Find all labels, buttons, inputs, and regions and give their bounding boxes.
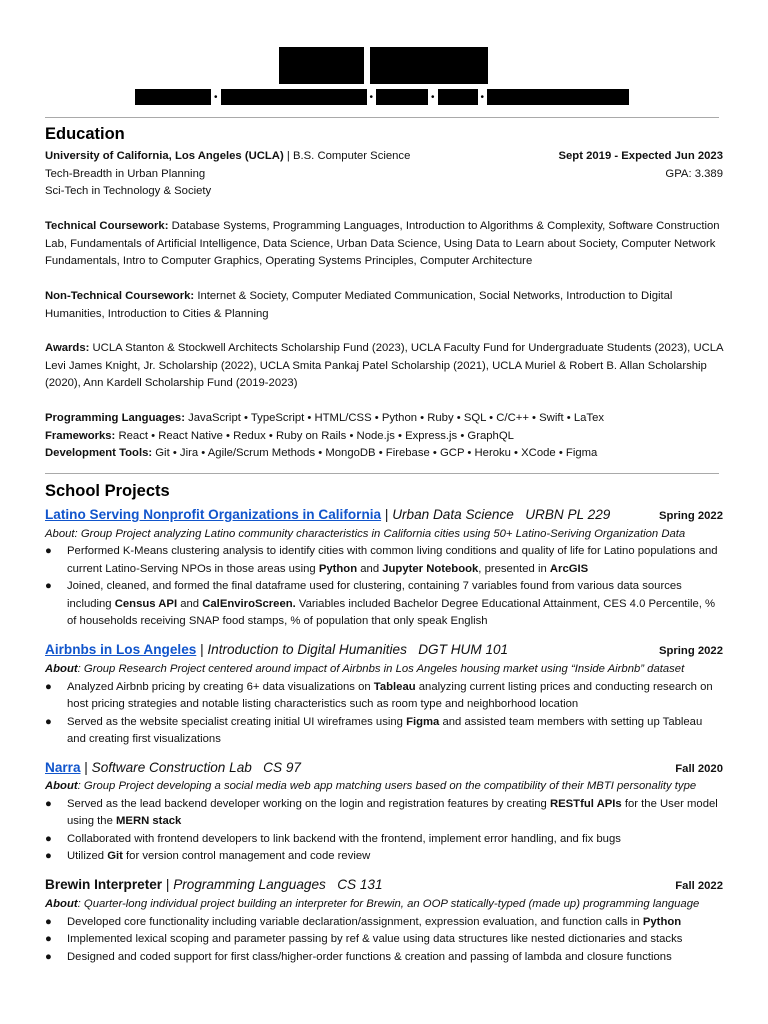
project-link[interactable]: Latino Serving Nonprofit Organizations in California — [45, 507, 382, 522]
project-bullets — [45, 543, 723, 631]
project-course-code: DGT HUM 101 — [418, 642, 509, 657]
bullet-icon: ● — [45, 933, 52, 945]
bullet-icon: ● — [45, 832, 52, 845]
bullet-text: Served as the website specialist creating initial UI wireframes using — [67, 715, 407, 728]
technical-coursework — [45, 218, 723, 271]
bullet-bold: Tableau — [373, 680, 416, 693]
contact-redaction-4 — [438, 89, 478, 105]
bullet-icon: ● — [45, 580, 52, 592]
bullet-icon: ● — [45, 850, 52, 862]
project-course: Urban Data Science — [392, 507, 514, 522]
bullet-bold: ArcGIS — [549, 562, 589, 575]
degree: B.S. Computer Science — [292, 150, 411, 162]
pipe: | — [196, 642, 208, 657]
project-course: Software Construction Lab — [91, 760, 252, 775]
bullet-bold: Census API — [114, 597, 178, 610]
contact-separator: • — [214, 91, 218, 103]
project-bullets — [45, 679, 723, 749]
project-bullets — [45, 796, 723, 866]
contact-separator: • — [431, 91, 435, 103]
list-item — [45, 931, 723, 949]
project-header — [45, 641, 723, 659]
bullet-text: Collaborated with frontend developers to link backend with the frontend, implement error handling, and fix bugs — [67, 832, 621, 845]
pipe: | — [162, 877, 174, 892]
bullet-icon: ● — [45, 950, 52, 963]
bullet-bold: CalEnviroScreen. — [202, 597, 296, 610]
projects-heading: School Projects — [45, 482, 170, 500]
bullet-bold: Python — [642, 915, 682, 928]
divider — [45, 473, 719, 474]
programming-languages-label: Programming Languages: — [45, 412, 185, 424]
list-item — [45, 831, 723, 849]
project-course-code: CS 97 — [263, 760, 301, 775]
about-label: About — [45, 780, 78, 792]
project-date: Fall 2020 — [675, 763, 723, 775]
project-course-code: CS 131 — [337, 877, 383, 892]
bullet-text: Implemented lexical scoping and parameter passing by ref & value using data structures like nested dictionaries and stacks — [67, 933, 683, 945]
project-course: Programming Languages — [173, 877, 326, 892]
frameworks-label: Frameworks: — [45, 429, 116, 442]
project-header — [45, 759, 723, 777]
awards — [45, 340, 723, 393]
project-date: Spring 2022 — [658, 510, 723, 522]
bullet-text: Analyzed Airbnb pricing by creating 6+ data visualizations on — [67, 680, 374, 693]
project-date: Fall 2022 — [675, 880, 723, 892]
pipe: | — [80, 760, 92, 775]
bullet-text: and — [357, 562, 383, 575]
contact-separator: • — [480, 91, 485, 103]
development-tools-label: Development Tools: — [45, 447, 153, 459]
bullet-text: Joined, cleaned, and formed the final dataframe used for clustering, containing 7 variables found from various data sources including — [67, 580, 682, 610]
project-bullets — [45, 914, 723, 967]
bullet-text: Variables included Bachelor Degree Educational Attainment, CES 4.0 Percentile, % of households receiving SNAP food stamps, % of population that only speak English — [67, 597, 716, 627]
pipe: | — [286, 150, 290, 162]
project-about — [45, 661, 723, 678]
bullet-bold: Figma — [406, 715, 440, 728]
bullet-text: Designed and coded support for first class/higher-order functions & creation and passing of lambda and closure functions — [67, 950, 672, 963]
programming-languages-text: JavaScript • TypeScript • HTML/CSS • Python • Ruby • SQL • C/C++ • Swift • LaTex — [188, 412, 605, 424]
project-course: Introduction to Digital Humanities — [207, 642, 407, 657]
school-name: University of California, Los Angeles (UCLA) — [45, 150, 284, 162]
bullet-icon: ● — [45, 545, 52, 557]
bullet-text: and assisted team members with setting up Tableau and creating first visualizations — [67, 715, 703, 745]
minor-1: Tech-Breadth in Urban Planning — [45, 167, 206, 180]
nontechnical-coursework — [45, 288, 723, 323]
contact-redaction-3 — [376, 89, 428, 105]
education-dates: Sept 2019 - Expected Jun 2023 — [558, 150, 723, 162]
about-label: About: — [45, 528, 78, 540]
bullet-bold: Python — [318, 562, 358, 575]
project-date: Spring 2022 — [658, 645, 723, 657]
bullet-text: analyzing current listing prices and conducting research on host pricing strategies and notable listing characteristics such as room type and neighborhood location — [67, 680, 713, 710]
bullet-icon: ● — [45, 680, 52, 693]
name-redacted — [279, 47, 488, 84]
project-title: Brewin Interpreter — [45, 877, 163, 892]
project-header — [45, 506, 723, 524]
frameworks — [45, 428, 723, 446]
bullet-text: Performed K-Means clustering analysis to identify cities with common living conditions and quality of life for Latino populations and current Latino-Serving NPOs in those areas using — [67, 545, 718, 575]
project-about — [45, 778, 723, 795]
awards-label: Awards: — [45, 342, 90, 354]
contact-redaction-1 — [135, 89, 211, 105]
project-about — [45, 896, 723, 913]
about-label: About — [45, 663, 78, 675]
education-heading: Education — [45, 125, 125, 143]
awards-text: UCLA Stanton & Stockwell Architects Scholarship Fund (2023), UCLA Faculty Fund for Undergraduate Students (2023), UCLA Levi James Knight, Jr. Scholarship (2022), UCLA Smita Pankaj Patel Scholarship (2021), UCLA Muriel & Robert B. Allan Scholarship (2020), Ann Kardell Scholarship Fund (2019-2023) — [45, 342, 723, 390]
first-name-redaction — [279, 47, 364, 84]
about-text: Group Project analyzing Latino community characteristics in California cities using 50+ Latino-Seriving Organization Data — [80, 528, 686, 540]
list-item — [45, 679, 723, 714]
pipe: | — [381, 507, 393, 522]
bullet-bold: Jupyter Notebook — [382, 562, 479, 575]
contact-redaction-2 — [221, 89, 367, 105]
project-about — [45, 526, 723, 543]
nontechnical-coursework-text: Internet & Society, Computer Mediated Communication, Social Networks, Introduction to Digital Humanities, Introduction to Cities & Planning — [45, 290, 673, 320]
bullet-text: Utilized — [67, 850, 108, 862]
about-text: : Group Project developing a social media web app matching users based on the compatibility of their MBTI personality type — [77, 780, 697, 792]
about-text: : Quarter-long individual project building an interpreter for Brewin, an OOP statically-typed (made up) programming language — [77, 898, 700, 910]
list-item — [45, 949, 723, 967]
minor-2: Sci-Tech in Technology & Society — [45, 185, 212, 197]
bullet-text: and — [177, 597, 203, 610]
list-item — [45, 543, 723, 578]
about-label: About — [45, 898, 78, 910]
bullet-text: Developed core functionality including variable declaration/assignment, expression evaluation, and function calls in — [67, 915, 643, 928]
programming-languages — [45, 410, 723, 428]
bullet-text: for the User model using the — [67, 797, 718, 827]
contact-redacted — [135, 89, 629, 105]
technical-coursework-label: Technical Coursework: — [45, 220, 169, 232]
nontechnical-coursework-label: Non-Technical Coursework: — [45, 290, 195, 302]
bullet-icon: ● — [45, 797, 52, 810]
list-item — [45, 578, 723, 631]
project-link[interactable]: Narra — [45, 760, 81, 775]
bullet-bold: MERN stack — [116, 815, 182, 827]
project-link[interactable]: Airbnbs in Los Angeles — [45, 642, 197, 657]
bullet-icon: ● — [45, 915, 52, 928]
frameworks-text: React • React Native • Redux • Ruby on Rails • Node.js • Express.js • GraphQL — [118, 429, 514, 442]
contact-redaction-5 — [487, 89, 629, 105]
divider — [45, 117, 719, 118]
development-tools — [45, 445, 723, 463]
bullet-text: Served as the lead backend developer working on the login and registration features by creating — [67, 797, 550, 810]
list-item — [45, 714, 723, 749]
project-course-code: URBN PL 229 — [525, 507, 611, 522]
project-header — [45, 876, 723, 894]
about-text: : Group Research Project centered around impact of Airbnbs in Los Angeles housing market using “Inside Airbnb” dataset — [77, 663, 685, 675]
list-item — [45, 848, 723, 866]
last-name-redaction — [370, 47, 488, 84]
list-item — [45, 914, 723, 932]
bullet-bold: Git — [107, 850, 123, 862]
bullet-icon: ● — [45, 715, 52, 728]
development-tools-text: Git • Jira • Agile/Scrum Methods • MongoDB • Firebase • GCP • Heroku • XCode • Figma — [155, 447, 598, 459]
gpa: GPA: 3.389 — [665, 167, 723, 180]
bullet-text: , presented in — [478, 562, 550, 575]
technical-coursework-text: Database Systems, Programming Languages, Introduction to Algorithms & Complexity, Software Construction Lab, Fundamentals of Artificial Intelligence, Data Science, Urban Data Science, Using Data to Learn about Society, Computer Network Fundamentals, Intro to Computer Graphics, Operating Systems Principles, Computer Architecture — [45, 220, 720, 268]
bullet-text: for version control management and code review — [122, 850, 371, 862]
list-item — [45, 796, 723, 831]
bullet-bold: RESTful APIs — [549, 797, 622, 810]
contact-separator: • — [369, 91, 374, 103]
